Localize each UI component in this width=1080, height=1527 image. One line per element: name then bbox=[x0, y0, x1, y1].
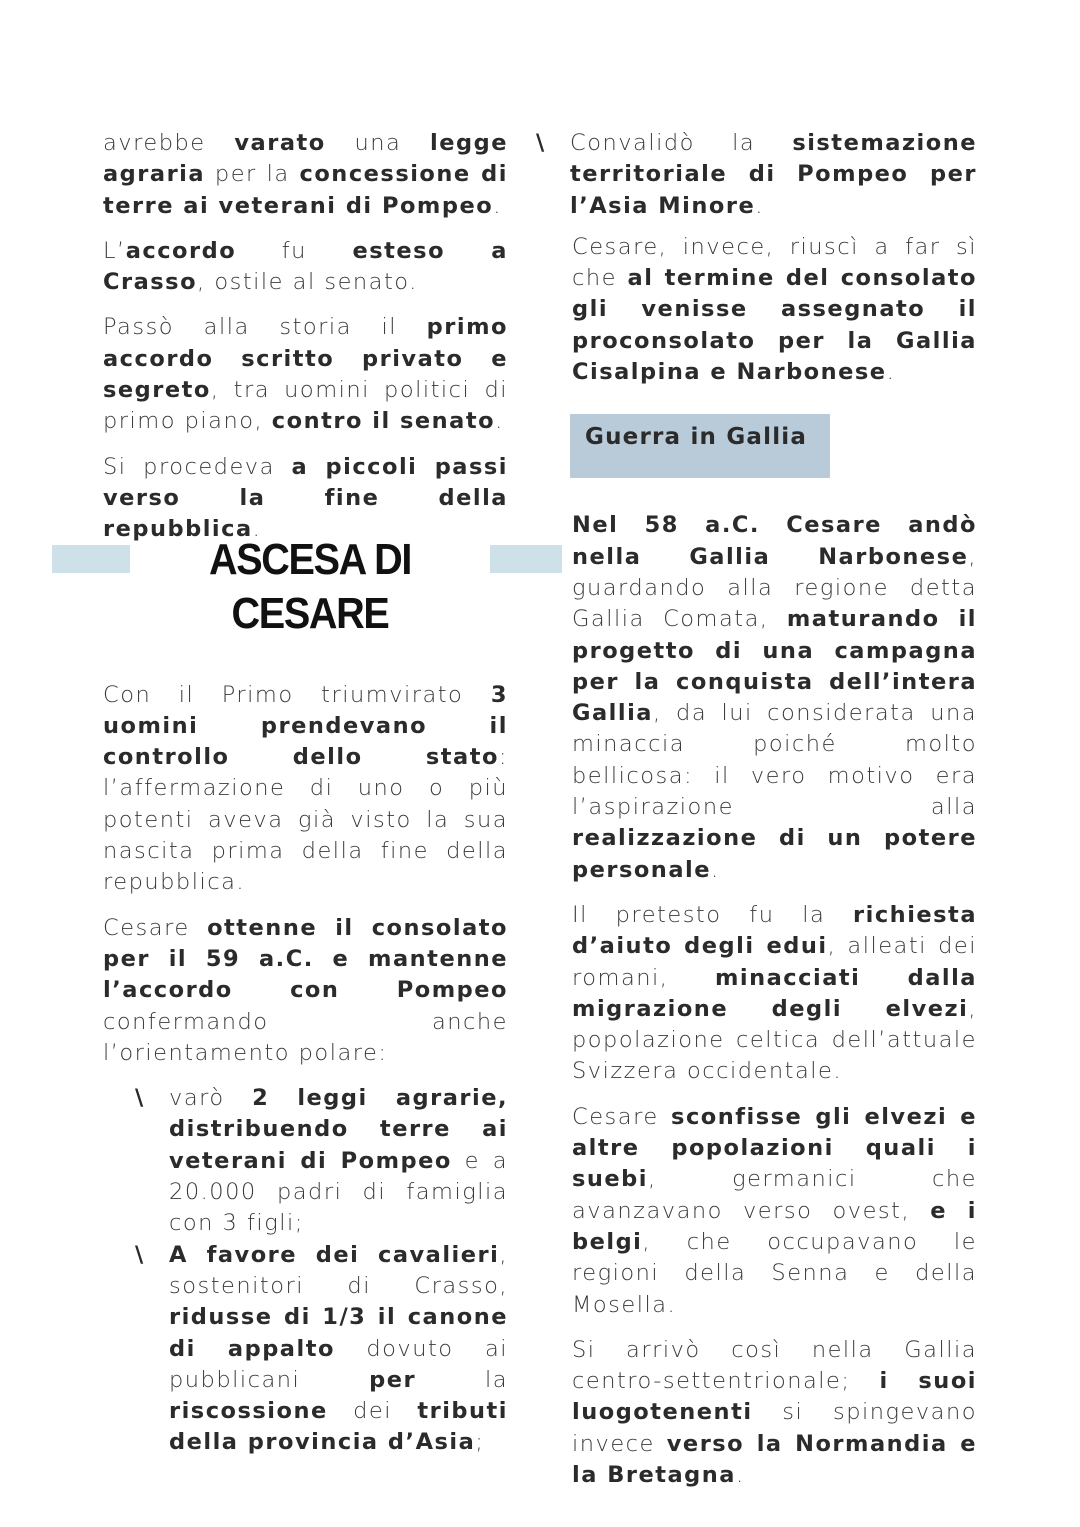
paragraph-primo-triumvirato: Con il Primo triumvirato 3 uomini prendevano il controllo dello stato: l’affermazione di uno o più potenti aveva già visto la sua nascita prima della fine della repubblica. bbox=[103, 681, 508, 896]
paragraph-pretesto: Il pretesto fu la richiesta d’aiuto degli edui, alleati dei romani, minacciati dalla migrazione degli elvezi, popolazione celtica dell’attuale Svizzera occidentale. bbox=[572, 901, 977, 1085]
bullet-text: A favore dei cavalieri, sostenitori di Crasso, ridusse di 1/3 il canone di appalto dovuto ai pubblicani per la riscossione dei tributi della provincia d’Asia; bbox=[169, 1241, 508, 1456]
bullet-mark: \ bbox=[135, 1241, 145, 1268]
left-column bbox=[103, 128, 508, 1473]
bullet-list-left bbox=[103, 1083, 508, 1459]
paragraph-piccoli-passi: Si procedeva a piccoli passi verso la fine della repubblica. bbox=[103, 453, 508, 543]
subheading-guerra-in-gallia bbox=[570, 414, 830, 478]
section-title-band bbox=[52, 533, 562, 638]
bullet-item-leggi-agrarie bbox=[103, 1083, 508, 1239]
paragraph-proconsolato: Cesare, invece, riuscì a far sì che al termine del consolato gli venisse assegnato il proconsolato per la Gallia Cisalpina e Narbonese. bbox=[572, 233, 977, 386]
bullet-text: varò 2 leggi agrarie, distribuendo terre ai veterani di Pompeo e a 20.000 padri di famiglia con 3 figli; bbox=[169, 1085, 509, 1237]
bullet-item-convalido bbox=[504, 128, 977, 222]
paragraph-primo-accordo: Passò alla storia il primo accordo scritto privato e segreto, tra uomini politici di primo piano, contro il senato. bbox=[103, 314, 508, 435]
paragraph-nel-58: Nel 58 a.C. Cesare andò nella Gallia Narbonese, guardando alla regione detta Gallia Comata, maturando il progetto di una campagna per la conquista dell’intera Gallia, da lui considerata una minaccia poiché molto bellicosa: il vero motivo era l’aspirazione alla realizzazione di un potere personale. bbox=[572, 512, 977, 883]
bullet-mark: \ bbox=[135, 1085, 145, 1112]
section-title: ASCESA DI CESARE bbox=[208, 535, 412, 638]
paragraph-sconfisse: Cesare sconfisse gli elvezi e altre popolazioni quali i suebi, germanici che avanzavano verso ovest, e i belgi, che occupavano le regioni della Senna e della Mosella. bbox=[572, 1103, 977, 1318]
paragraph-luogotenenti: Si arrivò così nella Gallia centro-settentrionale; i suoi luogotenenti si spingevano invece verso la Normandia e la Bretagna. bbox=[572, 1336, 977, 1488]
bullet-mark: \ bbox=[536, 130, 546, 156]
title-decoration-right bbox=[490, 545, 562, 573]
title-decoration-left bbox=[52, 545, 130, 573]
right-column bbox=[536, 128, 977, 1505]
subheading-text: Guerra in Gallia bbox=[585, 424, 808, 450]
bullet-item-cavalieri bbox=[103, 1240, 508, 1459]
paragraph-consolato: Cesare ottenne il consolato per il 59 a.C. e mantenne l’accordo con Pompeo confermando anche l’orientamento polare: bbox=[103, 914, 508, 1066]
bullet-text: Convalidò la sistemazione territoriale di Pompeo per l’Asia Minore. bbox=[570, 130, 977, 219]
paragraph-legge-agraria: avrebbe varato una legge agraria per la concessione di terre ai veterani di Pompeo. bbox=[103, 130, 509, 219]
bullet-list-right bbox=[506, 128, 977, 222]
paragraph-accordo-crasso: L’accordo fu esteso a Crasso, ostile al senato. bbox=[103, 237, 508, 296]
